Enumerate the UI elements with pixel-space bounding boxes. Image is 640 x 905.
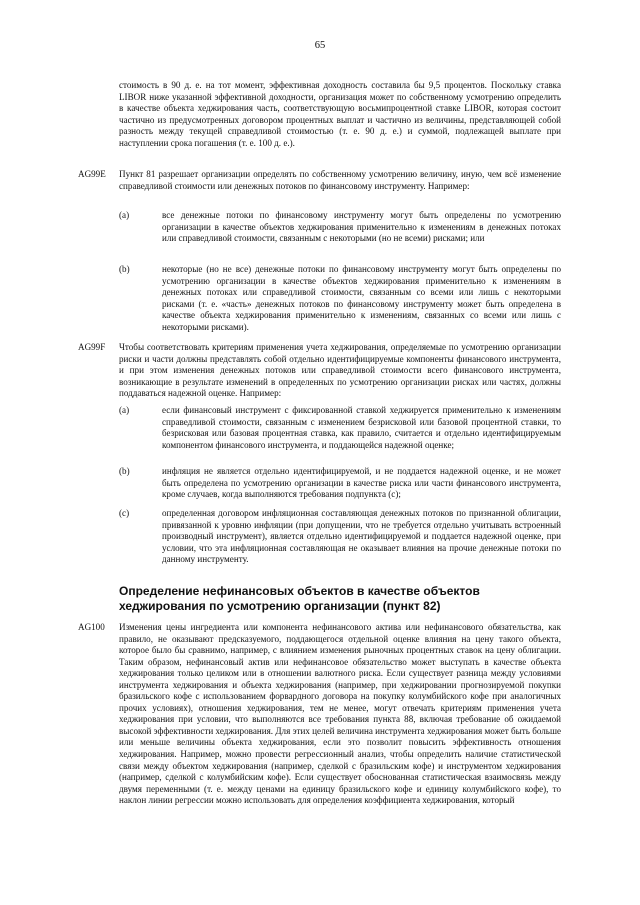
paragraph-ag99f-text: Чтобы соответствовать критериям применения учета хеджирования, определяемые по усмотрению организации риски и части должны представлять собой отдельно идентифицируемые компоненты финансового инструмента, и при этом изменения денежных потоков или справедливой стоимости всего финансового инструмента, возникающие в результате изменений в определенных по усмотрению организации рисках или частях, должны поддаваться надежной оценке. Например:: [119, 342, 561, 399]
paragraph-ag100-text: Изменения цены ингредиента или компонента нефинансового актива или нефинансового обязательства, как правило, не оказывают предсказуемого, поддающегося отдельной оценке влияния на цену такого объекта, которое было бы сравнимо, например, с влиянием изменения рыночных процентных ставок на цену облигации. Таким образом, нефинансовый актив или нефинансовое обязательство может выступать в качестве объекта хеджирования только целиком или в отношении валютного риска. Если существует разница между условиями инструмента хеджирования и объекта хеджирования (например, при хеджировании прогнозируемой покупки бразильского кофе с использованием форвардного договора на покупку колумбийского кофе при аналогичных прочих условиях), отношения хеджирования, тем не менее, могут отвечать критериям применения учета хеджирования при условии, что выполняются все требования пункта 88, включая требование об ожидаемой высокой эффективности хеджирования. Для этих целей величина инструмента хеджирования может быть больше или меньше величины объекта хеджирования, если это позволит повысить эффективность отношения хеджирования. Например, можно провести регрессионный анализ, чтобы определить наличие статистической связи между объектом хеджирования (например, сделкой с бразильским кофе) и инструментом хеджирования (например, сделкой с колумбийским кофе). Если существует обоснованная статистическая взаимосвязь между двумя переменными (т. е. между ценами на единицу бразильского кофе и единицу колумбийского кофе), то наклон линии регрессии можно использовать для определения коэффициента хеджирования, который: [119, 622, 561, 806]
ag99e-item-b-label: (b): [119, 264, 130, 274]
ag99e-item-b-text: некоторые (но не все) денежные потоки по финансовому инструменту могут быть определены по усмотрению организации в качестве объектов хеджирования применительно к изменениям в денежных потоках или справедливой стоимости, связанным со всеми или лишь с некоторыми рисками (т. е. «часть» денежных потоков по финансовому инструменту может быть определена в качестве объекта хеджирования применительно к изменениям, связанных со всеми или лишь с некоторыми рисками).: [162, 264, 561, 332]
ag99f-item-c-label: (c): [119, 508, 130, 518]
section-heading: Определение нефинансовых объектов в качестве объектов хеджирования по усмотрению организации (пункт 82): [119, 584, 480, 613]
ag99e-item-a-text: все денежные потоки по финансовому инструменту могут быть определены по усмотрению организации в качестве объектов хеджирования применительно к изменениям в денежных потоках или справедливой стоимости, связанным с некоторыми (но не всеми) рисками; или: [162, 210, 561, 244]
page-number: 65: [314, 40, 326, 51]
intro-continuation-paragraph: стоимость в 90 д. е. на тот момент, эффективная доходность составила бы 9,5 процентов. Поскольку ставка LIBOR ниже указанной эффективной доходности, организация может по собственному усмотрению определить в качестве объекта хеджирования часть, соответствующую восьмипроцентной ставке LIBOR, которая состоит частично из предусмотренных договором процентных выплат и частично из величины, представляющей собой разность между текущей справедливой стоимостью (т. е. 90 д. е.) и суммой, подлежащей выплате при наступлении срока погашения (т. е. 100 д. е.).: [119, 80, 561, 148]
ag99f-item-a-text: если финансовый инструмент с фиксированной ставкой хеджируется применительно к изменениям справедливой стоимости, связанным с изменением безрисковой или базовой процентной ставки, то безрисковая или базовая процентная ставка, как правило, считается и отдельно идентифицируемым компонентом финансового инструмента, и поддающейся надежной оценке;: [162, 405, 561, 450]
paragraph-number-ag100: AG100: [78, 622, 105, 632]
ag99f-item-b-text: инфляция не является отдельно идентифицируемой, и не поддается надежной оценке, и не может быть определена по усмотрению организации в качестве риска или части финансового инструмента, кроме случаев, когда выполняются требования подпункта (c);: [162, 466, 561, 500]
ag99f-item-a-label: (a): [119, 405, 130, 415]
paragraph-ag99e-text: Пункт 81 разрешает организации определять по собственному усмотрению величину, иную, чем всё изменение справедливой стоимости или денежных потоков по финансовому инструменту. Например:: [119, 169, 561, 191]
paragraph-number-ag99f: AG99F: [78, 342, 106, 352]
paragraph-number-ag99e: AG99E: [78, 169, 106, 179]
ag99e-item-a-label: (a): [119, 210, 130, 220]
ag99f-item-b-label: (b): [119, 466, 130, 476]
ag99f-item-c-text: определенная договором инфляционная составляющая денежных потоков по признанной облигации, привязанной к уровню инфляции (при допущении, что не требуется отдельно учитывать встроенный производный инструмент), является отдельно идентифицируемой и поддается надежной оценке, при условии, что эта инфляционная составляющая не оказывает влияния на прочие денежные потоки по данному инструменту.: [162, 508, 561, 565]
